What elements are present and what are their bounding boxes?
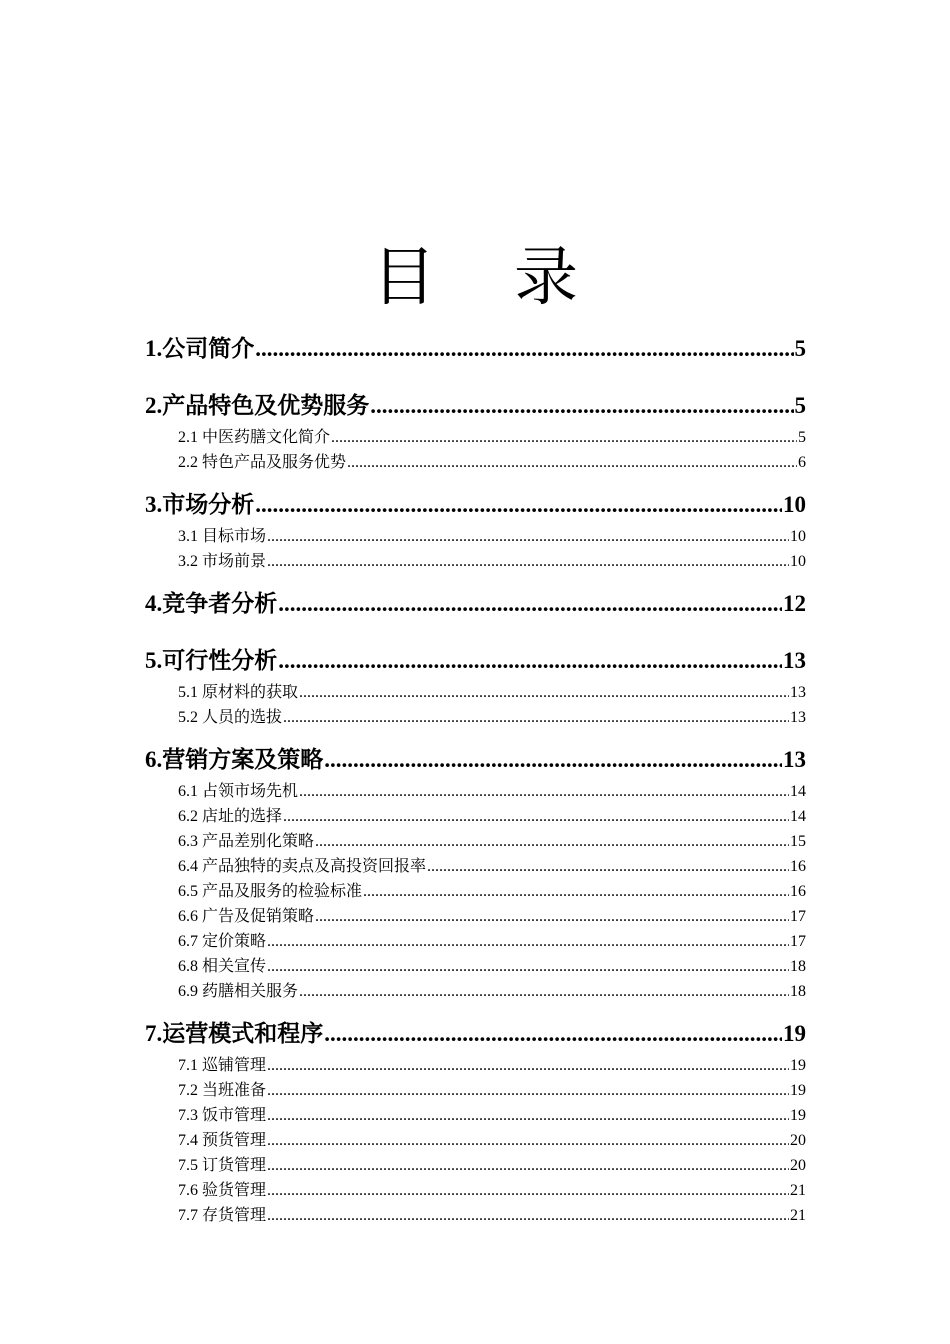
toc-entry-text: 2.2 特色产品及服务优势 <box>178 454 347 471</box>
toc-heading[interactable] <box>145 334 806 364</box>
toc-subentry[interactable] <box>145 428 806 448</box>
toc-entry-text: 6.8 相关宣传 <box>178 958 267 975</box>
toc-heading[interactable] <box>145 490 806 520</box>
toc-dot-leader <box>267 932 789 952</box>
toc-subentry[interactable] <box>145 1156 806 1176</box>
toc-subentry[interactable] <box>145 782 806 802</box>
toc-page-number: 13 <box>783 648 806 673</box>
toc-entry-text: 6.5 产品及服务的检验标准 <box>178 883 363 900</box>
toc-subentry[interactable] <box>145 1106 806 1126</box>
toc-dot-leader <box>299 982 789 1002</box>
toc-entry-text: 6.营销方案及策略 <box>145 747 324 772</box>
toc-heading[interactable] <box>145 1019 806 1049</box>
toc-dot-leader <box>267 957 789 977</box>
toc-page-number: 18 <box>790 983 806 1000</box>
toc-subentry[interactable] <box>145 527 806 547</box>
toc-dot-leader <box>267 527 789 547</box>
toc-page-number: 15 <box>790 833 806 850</box>
toc-heading[interactable] <box>145 646 806 676</box>
toc-subentry[interactable] <box>145 982 806 1002</box>
toc-subentry[interactable] <box>145 957 806 977</box>
toc-page-number: 10 <box>790 528 806 545</box>
toc-heading[interactable] <box>145 391 806 421</box>
toc-entry-text: 3.市场分析 <box>145 492 255 517</box>
toc-page-number: 19 <box>790 1107 806 1124</box>
toc-page-number: 17 <box>790 908 806 925</box>
toc-heading[interactable] <box>145 589 806 619</box>
toc-entry-text: 7.4 预货管理 <box>178 1132 267 1149</box>
toc-subentry[interactable] <box>145 857 806 877</box>
toc-subentry[interactable] <box>145 907 806 927</box>
toc-dot-leader <box>255 490 782 520</box>
toc-entry-text: 7.7 存货管理 <box>178 1207 267 1224</box>
toc-page-number: 16 <box>790 883 806 900</box>
toc-entry-text: 7.5 订货管理 <box>178 1157 267 1174</box>
toc-entry-text: 6.6 广告及促销策略 <box>178 908 315 925</box>
toc-dot-leader <box>267 1206 789 1226</box>
toc-entry-text: 3.1 目标市场 <box>178 528 267 545</box>
toc-page-number: 18 <box>790 958 806 975</box>
toc-subentry[interactable] <box>145 552 806 572</box>
toc-dot-leader <box>267 1156 789 1176</box>
title-char-left: 目 <box>372 242 436 313</box>
toc-dot-leader <box>331 428 797 448</box>
toc-subentry[interactable] <box>145 1131 806 1151</box>
page-title <box>0 238 950 318</box>
toc-entry-text: 5.可行性分析 <box>145 648 278 673</box>
toc-entry-text: 5.2 人员的选拔 <box>178 709 283 726</box>
toc-dot-leader <box>267 552 789 572</box>
toc-subentry[interactable] <box>145 1206 806 1226</box>
toc-subentry[interactable] <box>145 832 806 852</box>
toc-page-number: 6 <box>798 454 806 471</box>
toc-dot-leader <box>267 1106 789 1126</box>
toc-subentry[interactable] <box>145 932 806 952</box>
toc-page-number: 19 <box>790 1082 806 1099</box>
toc-subentry[interactable] <box>145 1181 806 1201</box>
toc-entry-text: 1.公司简介 <box>145 336 255 361</box>
toc-subentry[interactable] <box>145 882 806 902</box>
toc-dot-leader <box>347 453 797 473</box>
toc-subentry[interactable] <box>145 708 806 728</box>
toc-dot-leader <box>324 1019 782 1049</box>
toc-dot-leader <box>427 857 789 877</box>
toc-entry-text: 6.4 产品独特的卖点及高投资回报率 <box>178 858 427 875</box>
toc-entry-text: 6.2 店址的选择 <box>178 808 283 825</box>
toc-dot-leader <box>370 391 793 421</box>
toc-page-number: 10 <box>783 492 806 517</box>
toc-subentry[interactable] <box>145 807 806 827</box>
toc-page-number: 17 <box>790 933 806 950</box>
toc-page-number: 5 <box>794 393 806 418</box>
toc-page-number: 20 <box>790 1157 806 1174</box>
toc-dot-leader <box>283 807 789 827</box>
toc-dot-leader <box>267 1081 789 1101</box>
toc-entry-text: 7.1 巡铺管理 <box>178 1057 267 1074</box>
toc-heading[interactable] <box>145 745 806 775</box>
toc-dot-leader <box>283 708 789 728</box>
toc-dot-leader <box>315 832 789 852</box>
toc-page-number: 13 <box>790 709 806 726</box>
toc-dot-leader <box>324 745 782 775</box>
toc-entry-text: 4.竞争者分析 <box>145 591 278 616</box>
toc-dot-leader <box>267 1056 789 1076</box>
toc-entry-text: 7.运营模式和程序 <box>145 1021 324 1046</box>
toc-entry-text: 2.产品特色及优势服务 <box>145 393 370 418</box>
toc-entry-text: 7.2 当班准备 <box>178 1082 267 1099</box>
title-char-right: 录 <box>514 242 578 313</box>
toc-subentry[interactable] <box>145 683 806 703</box>
toc-page-number: 5 <box>798 429 806 446</box>
toc-entry-text: 6.1 占领市场先机 <box>178 783 299 800</box>
toc-entry-text: 6.3 产品差别化策略 <box>178 833 315 850</box>
toc-entry-text: 6.9 药膳相关服务 <box>178 983 299 1000</box>
toc-page-number: 14 <box>790 783 806 800</box>
toc-dot-leader <box>278 646 782 676</box>
toc-entry-text: 7.6 验货管理 <box>178 1182 267 1199</box>
toc-dot-leader <box>315 907 789 927</box>
toc-dot-leader <box>255 334 793 364</box>
toc-page-number: 16 <box>790 858 806 875</box>
toc-entry-text: 7.3 饭市管理 <box>178 1107 267 1124</box>
toc-subentry[interactable] <box>145 453 806 473</box>
toc-page-number: 21 <box>790 1207 806 1224</box>
toc-dot-leader <box>267 1181 789 1201</box>
toc-entry-text: 6.7 定价策略 <box>178 933 267 950</box>
toc-page-number: 5 <box>794 336 806 361</box>
toc-page-number: 13 <box>783 747 806 772</box>
toc-entry-text: 2.1 中医药膳文化简介 <box>178 429 331 446</box>
toc-page-number: 14 <box>790 808 806 825</box>
toc-page-number: 12 <box>783 591 806 616</box>
toc-page-number: 13 <box>790 684 806 701</box>
toc-entry-text: 3.2 市场前景 <box>178 553 267 570</box>
toc-dot-leader <box>363 882 789 902</box>
toc-page-number: 19 <box>783 1021 806 1046</box>
toc-dot-leader <box>278 589 782 619</box>
toc-dot-leader <box>299 782 789 802</box>
toc-page-number: 19 <box>790 1057 806 1074</box>
toc-page-number: 21 <box>790 1182 806 1199</box>
toc-subentry[interactable] <box>145 1056 806 1076</box>
toc-dot-leader <box>299 683 789 703</box>
toc-page-number: 20 <box>790 1132 806 1149</box>
toc-entry-text: 5.1 原材料的获取 <box>178 684 299 701</box>
toc-dot-leader <box>267 1131 789 1151</box>
toc-subentry[interactable] <box>145 1081 806 1101</box>
toc-page-number: 10 <box>790 553 806 570</box>
